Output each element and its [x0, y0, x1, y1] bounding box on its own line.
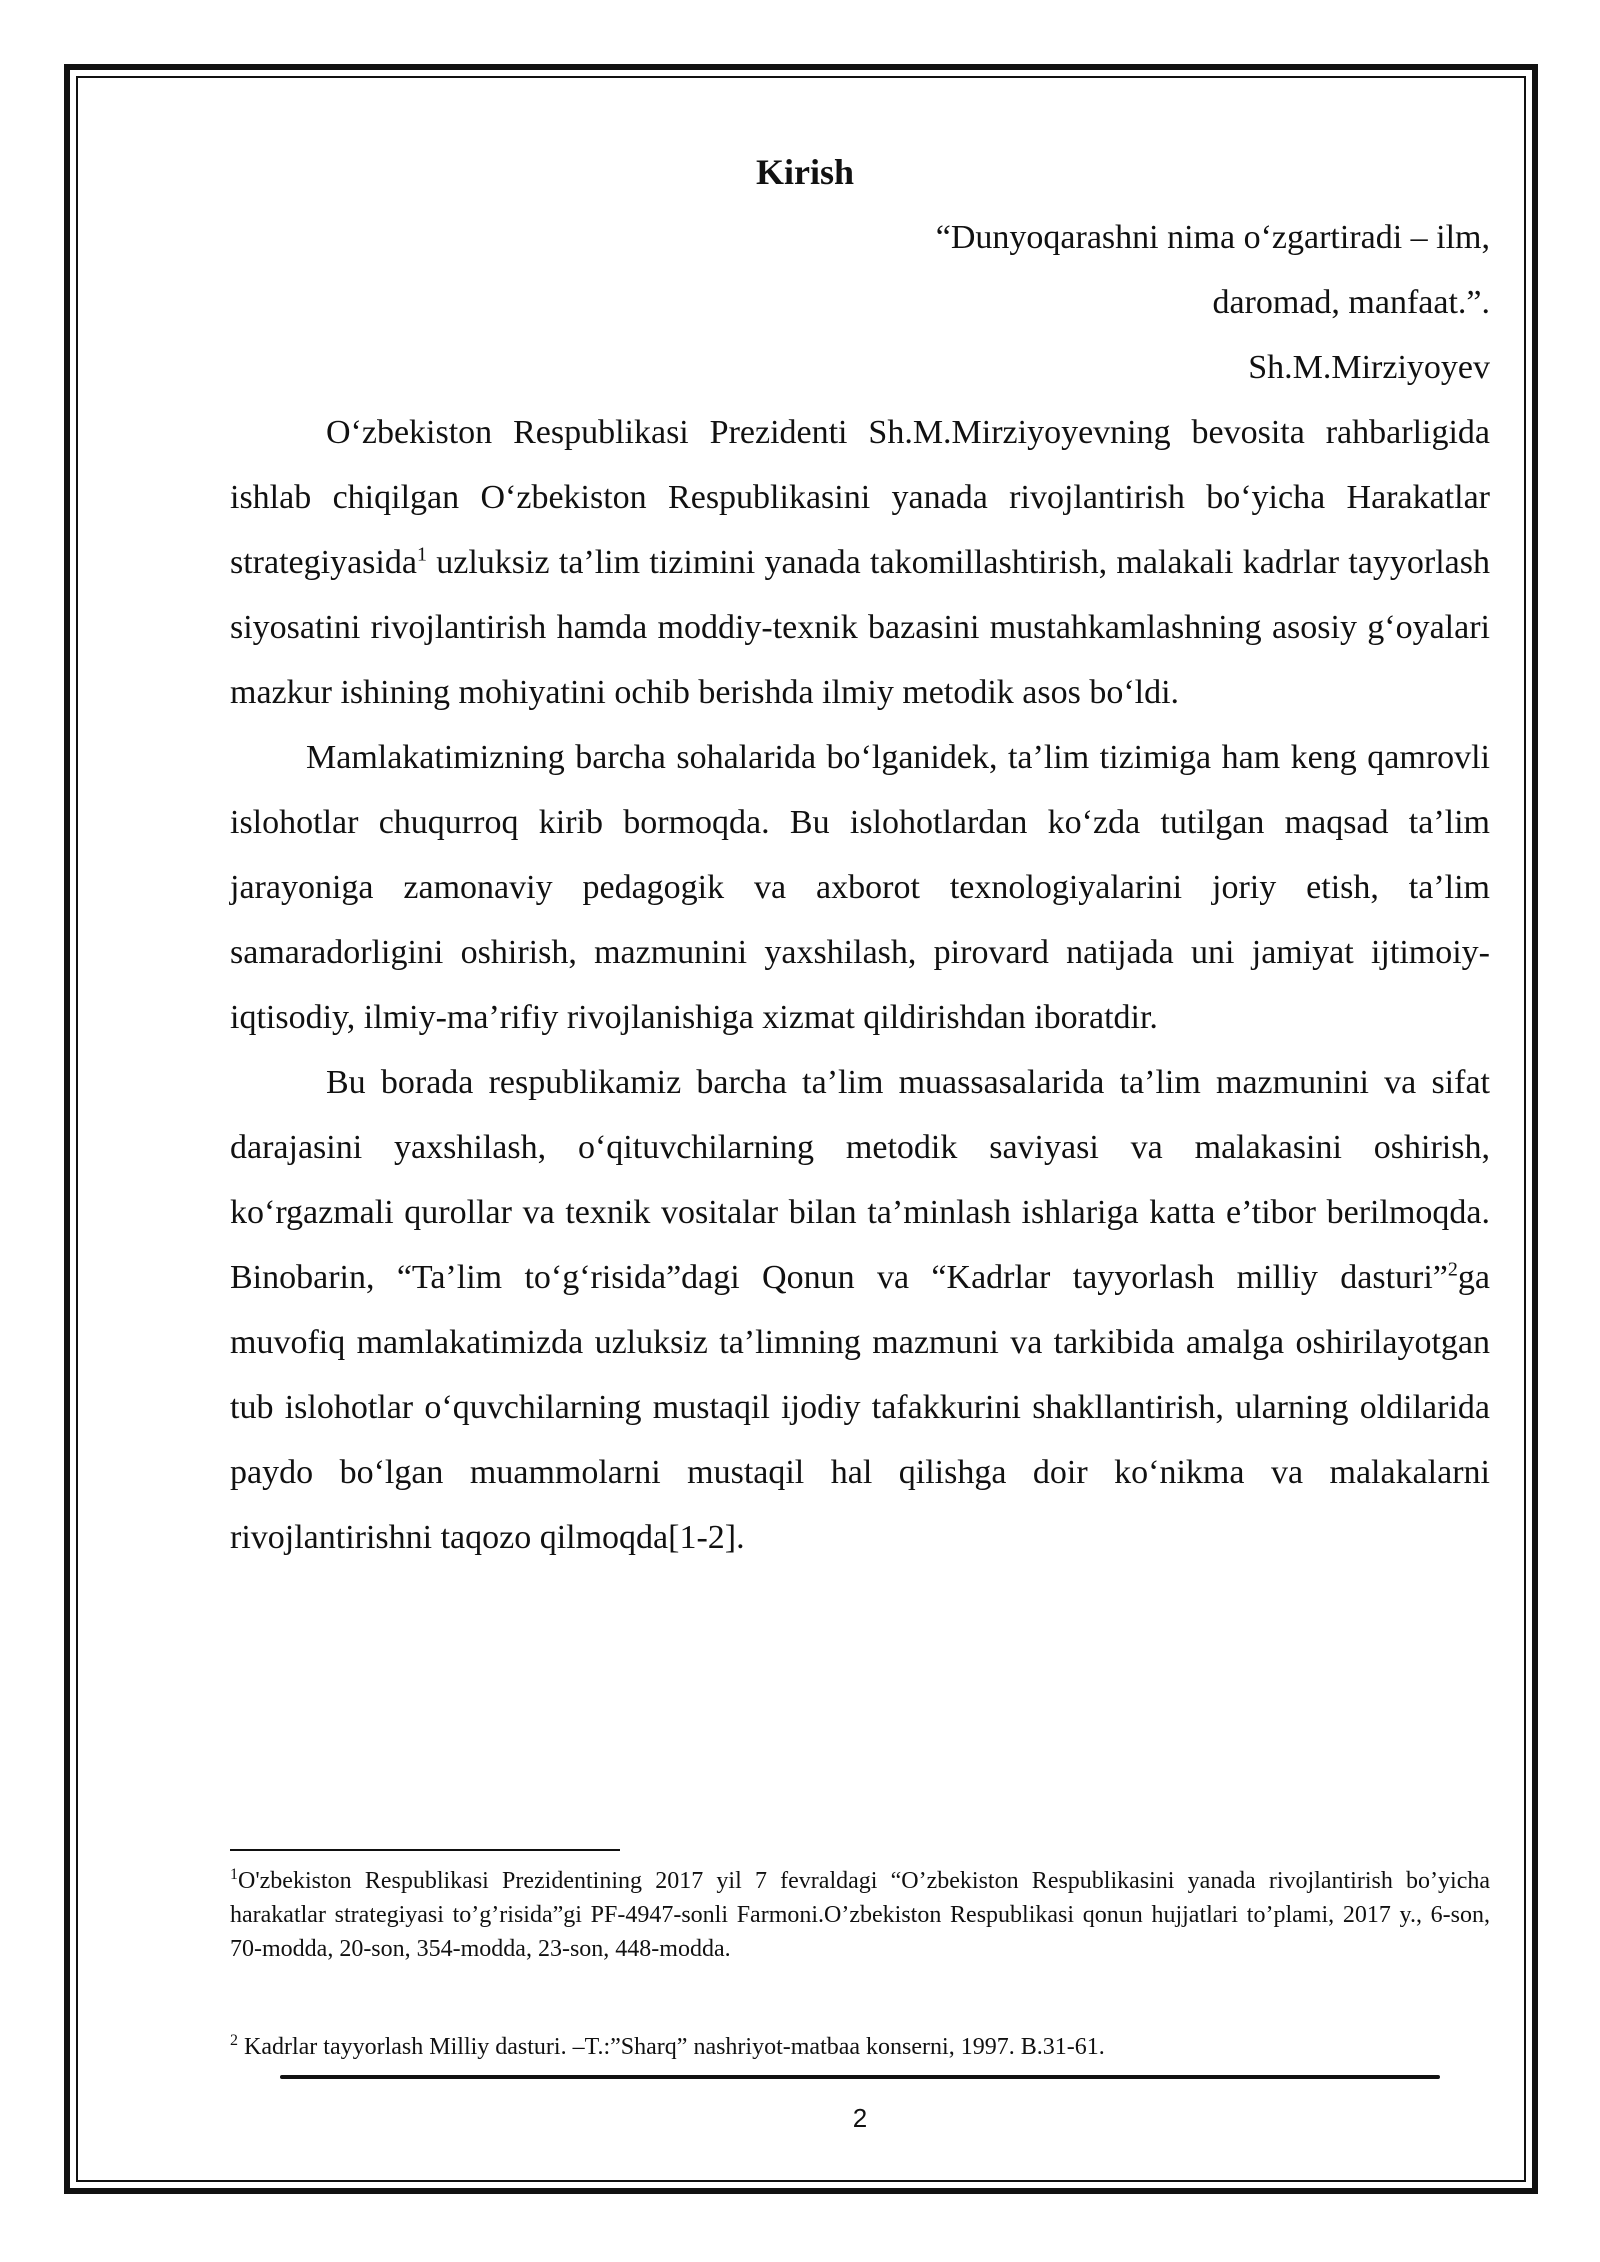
footnote-separator	[230, 1849, 620, 1851]
footnote-2-mark: 2	[230, 2032, 238, 2049]
section-title: Kirish	[755, 152, 854, 192]
footnote-2	[230, 2030, 1490, 2064]
page-number: 2	[852, 2103, 868, 2133]
paragraph-3-text-cont: ga muvofiq mamlakatimizda uzluksiz ta’limning mazmuni va tarkibida amalga oshirilayotgan tub islohotlar o‘quvchilarning mustaqil ijodiy tafakkurini shakllantirish, ularning oldilarida paydo bo‘lgan muammolarni mustaqil hal qilishga doir ko‘nikma va malakalarni rivojlantirishni taqozo qilmoqda[1-2].	[230, 1259, 1490, 1556]
paragraph-3-text: Bu borada respublikamiz barcha ta’lim muassasalarida ta’lim mazmunini va sifat darajasini yaxshilash, o‘qituvchilarning metodik saviyasi va malakasini oshirish, ko‘rgazmali qurollar va texnik vositalar bilan ta’minlash ishlariga katta e’tibor berilmoqda. Binobarin, “Ta’lim to‘g‘risida”dagi Qonun va “Kadrlar tayyorlash milliy dasturi”	[230, 1064, 1490, 1296]
footnote-1-mark: 1	[230, 1866, 238, 1883]
epigraph-line-2: daromad, manfaat.”.	[1212, 284, 1490, 321]
bottom-rule	[280, 2075, 1440, 2079]
paragraph-1-text: O‘zbekiston Respublikasi Prezidenti Sh.M.Mirziyoyevning bevosita rahbarligida ishlab chiqilgan O‘zbekiston Respublikasini yanada rivojlantirish bo‘yicha Harakatlar strategiyasida	[230, 414, 1490, 581]
footnote-ref-2[interactable]: 2	[1447, 1258, 1458, 1281]
epigraph-line-1: “Dunyoqarashni nima o‘zgartiradi – ilm,	[935, 219, 1490, 256]
page-content	[230, 140, 1490, 1570]
epigraph-author: Sh.M.Mirziyoyev	[1248, 349, 1490, 386]
footnote-1	[230, 1864, 1490, 1966]
paragraph-2: Mamlakatimizning barcha sohalarida bo‘lganidek, ta’lim tizimiga ham keng qamrovli islohotlar chuqurroq kirib bormoqda. Bu islohotlardan ko‘zda tutilgan maqsad ta’lim jarayoniga zamonaviy pedagogik va axborot texnologiyalarini joriy etish, ta’lim samaradorligini oshirish, mazmunini yaxshilash, pirovard natijada uni jamiyat ijtimoiy-iqtisodiy, ilmiy-ma’rifiy rivojlanishiga xizmat qildirishdan iboratdir.	[230, 739, 1490, 1036]
footnote-ref-1[interactable]: 1	[416, 543, 427, 566]
footnote-1-text: O'zbekiston Respublikasi Prezidentining 2017 yil 7 fevraldagi “O’zbekiston Respublikasini yanada rivojlantirish bo’yicha harakatlar strategiyasi to’g’risida”gi PF-4947-sonli Farmoni.O’zbekiston Respublikasi qonun hujjatlari to’plami, 2017 y., 6-son, 70-modda, 20-son, 354-modda, 23-son, 448-modda.	[230, 1868, 1490, 1962]
paragraph-1	[230, 400, 1490, 725]
paragraph-1-text-cont: uzluksiz ta’lim tizimini yanada takomillashtirish, malakali kadrlar tayyorlash siyosatini rivojlantirish hamda moddiy-texnik bazasini mustahkamlashning asosiy g‘oyalari mazkur ishining mohiyatini ochib berishda ilmiy metodik asos bo‘ldi.	[230, 544, 1490, 711]
footnote-2-text: Kadrlar tayyorlash Milliy dasturi. –T.:”Sharq” nashriyot-matbaa konserni, 1997. B.31-61.	[238, 2034, 1105, 2060]
paragraph-3	[230, 1050, 1490, 1570]
